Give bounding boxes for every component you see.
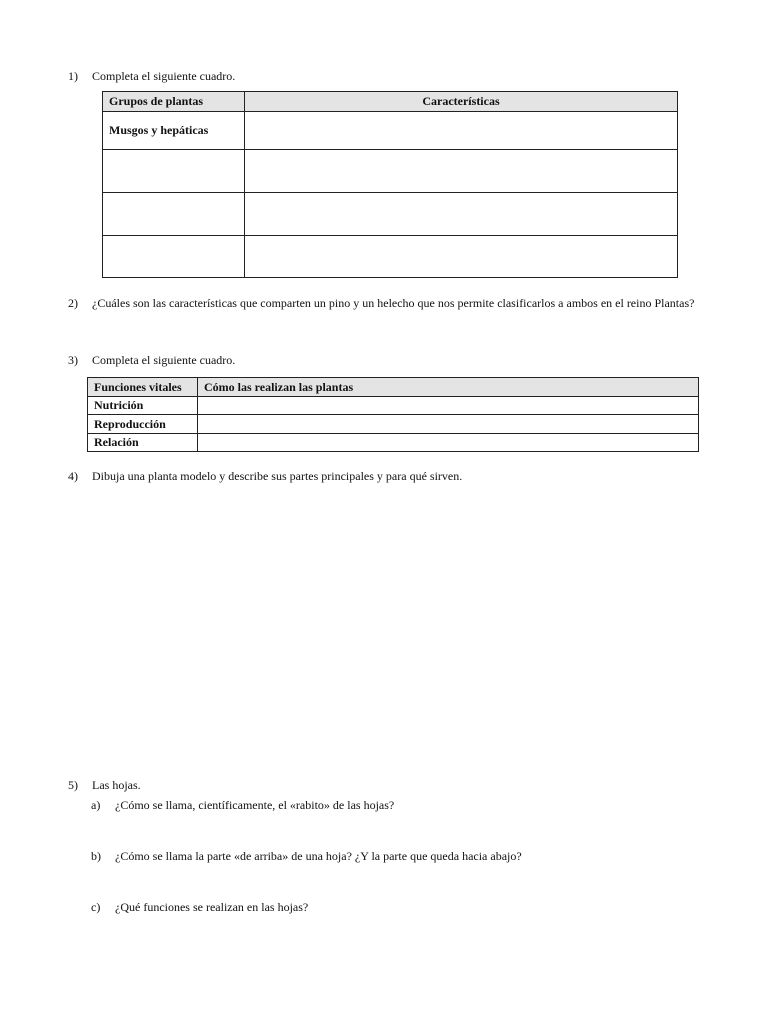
table-cell-group[interactable] <box>103 150 245 193</box>
question-5c-text: ¿Qué funciones se realizan en las hojas? <box>115 900 309 914</box>
question-3-text: Completa el siguiente cuadro. <box>92 353 236 367</box>
column-header-characteristics: Características <box>245 92 678 112</box>
question-5c-letter: c) <box>91 900 101 914</box>
question-2-text: ¿Cuáles son las características que comparten un pino y un helecho que nos permite clasificarlos a ambos en el reino Plantas? <box>92 296 695 310</box>
table-cell-group[interactable]: Musgos y hepáticas <box>103 112 245 150</box>
question-5b-letter: b) <box>91 849 101 863</box>
table-row <box>103 150 678 193</box>
table-header-row <box>88 378 699 397</box>
table-cell-group[interactable] <box>103 193 245 236</box>
question-3-number: 3) <box>68 353 78 367</box>
question-1-number: 1) <box>68 69 78 83</box>
question-2-number: 2) <box>68 296 78 310</box>
table-cell-how[interactable] <box>198 434 699 452</box>
vital-functions-table <box>87 377 699 452</box>
question-5a-text: ¿Cómo se llama, científicamente, el «rabito» de las hojas? <box>115 798 395 812</box>
table-cell-how[interactable] <box>198 397 699 415</box>
table-cell-function: Nutrición <box>88 397 198 415</box>
table-cell-function: Reproducción <box>88 415 198 434</box>
table-cell-characteristics[interactable] <box>245 112 678 150</box>
question-5-number: 5) <box>68 778 78 792</box>
table-header-row <box>103 92 678 112</box>
table-row <box>88 397 699 415</box>
question-5-text: Las hojas. <box>92 778 141 792</box>
question-1-text: Completa el siguiente cuadro. <box>92 69 236 83</box>
table-row <box>88 415 699 434</box>
question-4-text: Dibuja una planta modelo y describe sus partes principales y para qué sirven. <box>92 469 463 483</box>
table-row <box>103 193 678 236</box>
column-header-how: Cómo las realizan las plantas <box>198 378 699 397</box>
table-cell-characteristics[interactable] <box>245 193 678 236</box>
table-row <box>88 434 699 452</box>
question-5b-text: ¿Cómo se llama la parte «de arriba» de una hoja? ¿Y la parte que queda hacia abajo? <box>115 849 522 863</box>
table-cell-characteristics[interactable] <box>245 150 678 193</box>
table-cell-characteristics[interactable] <box>245 236 678 278</box>
table-cell-how[interactable] <box>198 415 699 434</box>
table-row <box>103 112 678 150</box>
plant-groups-table <box>102 91 678 278</box>
table-row <box>103 236 678 278</box>
question-5a-letter: a) <box>91 798 101 812</box>
table-cell-function: Relación <box>88 434 198 452</box>
column-header-functions: Funciones vitales <box>88 378 198 397</box>
table-cell-group[interactable] <box>103 236 245 278</box>
question-4-number: 4) <box>68 469 78 483</box>
column-header-groups: Grupos de plantas <box>103 92 245 112</box>
